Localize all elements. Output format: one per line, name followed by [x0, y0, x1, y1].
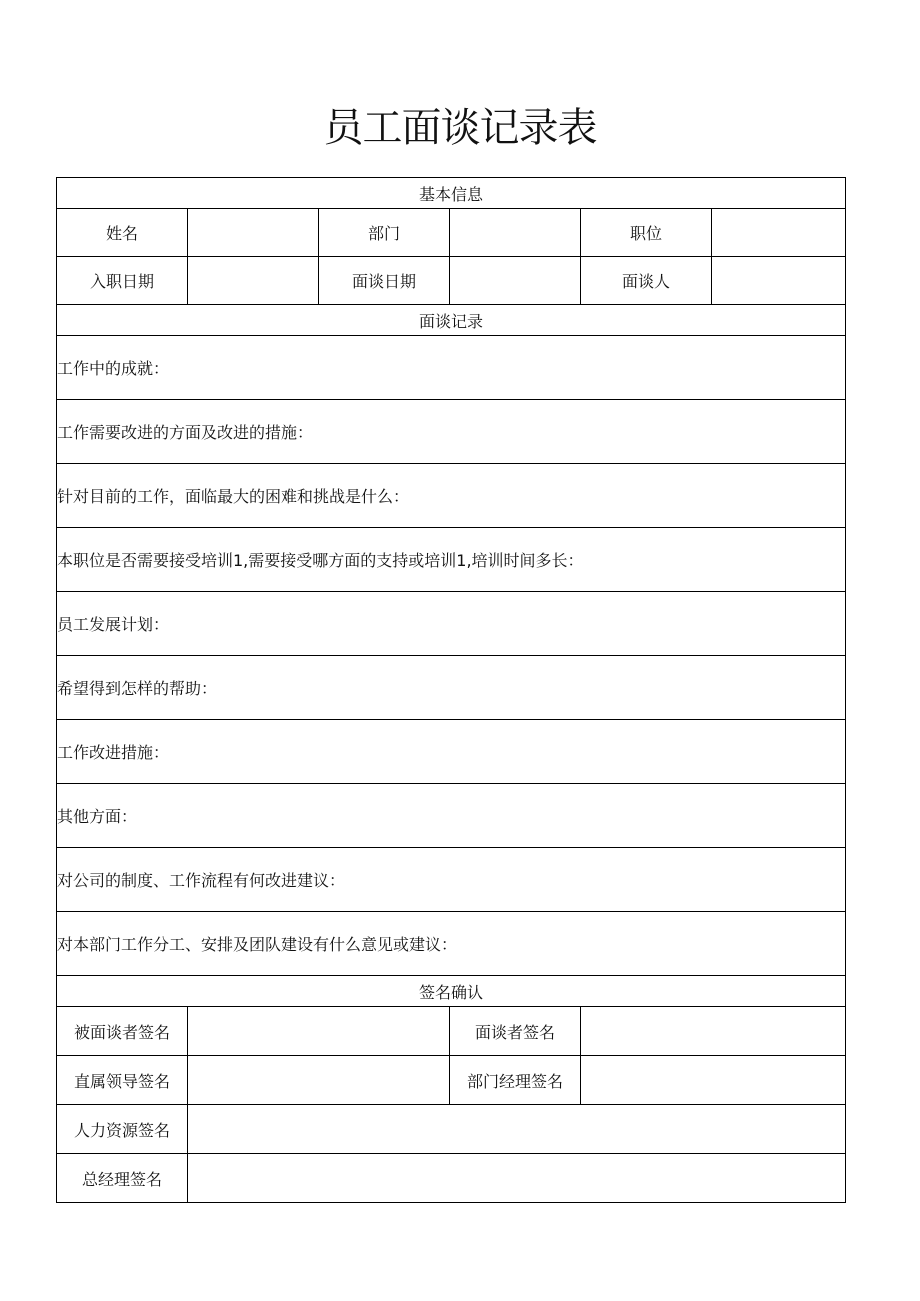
supervisor-signature-label: 直属领导签名	[57, 1056, 188, 1105]
interviewer-signature-label: 面谈者签名	[450, 1007, 581, 1056]
interview-date-label: 面谈日期	[319, 257, 450, 305]
record-question-challenges[interactable]: 针对目前的工作，面临最大的困难和挑战是什么：	[57, 464, 846, 528]
interviewer-field[interactable]	[712, 257, 846, 305]
record-question-other[interactable]: 其他方面：	[57, 784, 846, 848]
department-label: 部门	[319, 209, 450, 257]
interview-date-field[interactable]	[450, 257, 581, 305]
hr-signature-label: 人力资源签名	[57, 1105, 188, 1154]
record-question-help-wanted[interactable]: 希望得到怎样的帮助：	[57, 656, 846, 720]
record-question-company-suggestions[interactable]: 对公司的制度、工作流程有何改进建议：	[57, 848, 846, 912]
position-field[interactable]	[712, 209, 846, 257]
record-question-achievements[interactable]: 工作中的成就：	[57, 336, 846, 400]
basic-info-header: 基本信息	[57, 178, 846, 209]
record-question-improvements[interactable]: 工作需要改进的方面及改进的措施：	[57, 400, 846, 464]
page-title: 员工面谈记录表	[323, 105, 597, 151]
name-label: 姓名	[57, 209, 188, 257]
interview-record-header: 面谈记录	[57, 305, 846, 336]
interviewer-signature-field[interactable]	[581, 1007, 846, 1056]
record-question-department-suggestions[interactable]: 对本部门工作分工、安排及团队建设有什么意见或建议：	[57, 912, 846, 976]
name-field[interactable]	[188, 209, 319, 257]
record-question-development-plan[interactable]: 员工发展计划：	[57, 592, 846, 656]
signature-header: 签名确认	[57, 976, 846, 1007]
hr-signature-field[interactable]	[188, 1105, 846, 1154]
interviewee-signature-field[interactable]	[188, 1007, 450, 1056]
gm-signature-label: 总经理签名	[57, 1154, 188, 1203]
dept-manager-signature-label: 部门经理签名	[450, 1056, 581, 1105]
record-question-work-improvement[interactable]: 工作改进措施：	[57, 720, 846, 784]
interview-form-table	[56, 177, 846, 1203]
supervisor-signature-field[interactable]	[188, 1056, 450, 1105]
dept-manager-signature-field[interactable]	[581, 1056, 846, 1105]
interviewee-signature-label: 被面谈者签名	[57, 1007, 188, 1056]
hire-date-field[interactable]	[188, 257, 319, 305]
department-field[interactable]	[450, 209, 581, 257]
position-label: 职位	[581, 209, 712, 257]
record-question-training[interactable]: 本职位是否需要接受培训1,需要接受哪方面的支持或培训1,培训时间多长：	[57, 528, 846, 592]
hire-date-label: 入职日期	[57, 257, 188, 305]
interviewer-label: 面谈人	[581, 257, 712, 305]
gm-signature-field[interactable]	[188, 1154, 846, 1203]
